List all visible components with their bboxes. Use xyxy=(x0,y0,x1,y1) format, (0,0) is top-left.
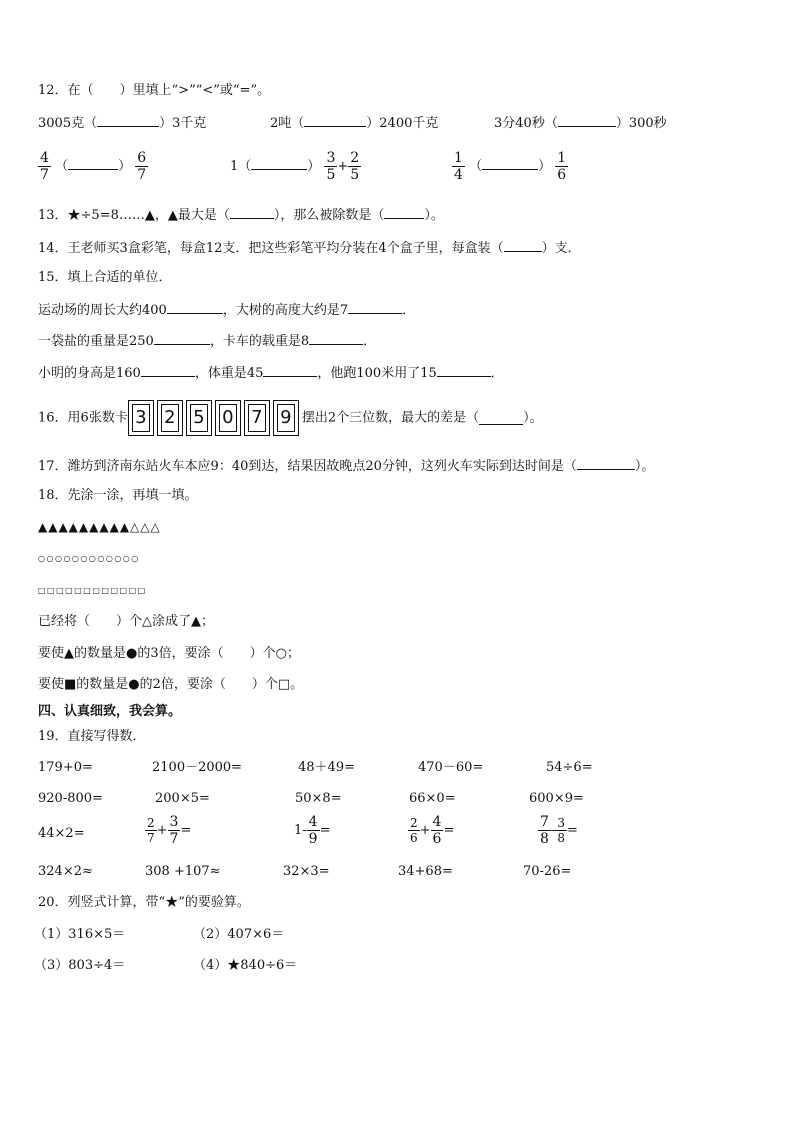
calc-item: 32×3= xyxy=(283,864,330,879)
calc-item: 44×2= xyxy=(38,826,85,841)
q18-c: 要使■的数量是●的2倍，要涂（ ）个□。 xyxy=(38,677,304,692)
q12-row2-b: 1（ ） $\frac{3}{5}$ + $\frac{2}{5}$ xyxy=(230,150,360,183)
answer-blank[interactable] xyxy=(230,206,274,219)
fraction: $\frac{4}{7}$ xyxy=(40,150,49,183)
q12-row2-a: $\frac{4}{7}$ （ ） $\frac{6}{7}$ xyxy=(40,150,147,183)
answer-blank[interactable] xyxy=(577,457,635,470)
calc-item-fraction: 1- $\frac{4}{9}$ = xyxy=(294,814,331,847)
fraction: $\frac{1}{6}$ xyxy=(557,150,567,183)
q16: 16．用6张数卡 3 2 5 0 7 9 摆出2个三位数，最大的差是（ ）。 xyxy=(38,400,543,437)
answer-blank[interactable] xyxy=(154,332,210,345)
number-card: 3 xyxy=(128,400,154,436)
q19-title: 19．直接写得数． xyxy=(38,729,146,744)
calc-item: 470－60= xyxy=(418,760,484,775)
q12-title: 12．在（ ）里填上“>”“<”或“=”。 xyxy=(38,83,271,98)
triangle-row[interactable]: ▲▲▲▲▲▲▲▲▲△△△ xyxy=(38,520,161,534)
answer-blank[interactable] xyxy=(97,114,159,127)
calc-item: 2100－2000= xyxy=(152,760,243,775)
number-card: 5 xyxy=(186,400,212,436)
answer-blank[interactable] xyxy=(263,364,317,377)
answer-blank[interactable] xyxy=(384,206,424,219)
number-card: 7 xyxy=(244,400,270,436)
section-heading: 四、认真细致，我会算。 xyxy=(38,704,182,719)
answer-blank[interactable] xyxy=(167,301,223,314)
q14: 14．王老师买3盒彩笔，每盒12支．把这些彩笔平均分装在4个盒子里，每盒装（ ）支． xyxy=(38,241,581,256)
calc-item: 920-800= xyxy=(38,791,103,806)
q12-row1-b: 2吨（ ）2400千克 xyxy=(270,116,439,131)
answer-blank[interactable] xyxy=(309,332,363,345)
circle-row[interactable]: ○○○○○○○○○○○○ xyxy=(38,554,140,563)
q12-row1-a: 3005克（ ）3千克 xyxy=(38,116,207,131)
q18-title: 18．先涂一涂，再填一填。 xyxy=(38,488,198,503)
answer-blank[interactable] xyxy=(251,157,307,170)
number-card: 2 xyxy=(157,400,183,436)
answer-blank[interactable] xyxy=(141,364,195,377)
square-row[interactable]: □□□□□□□□□□□□ xyxy=(38,586,147,595)
q20-item-2: （2）407×6＝ xyxy=(193,927,285,942)
number-cards xyxy=(128,400,302,437)
calc-item-fraction: $\frac{7}{8}$ - $\frac{3}{8}$ = xyxy=(540,814,578,847)
calc-item-fraction: $\frac{2}{7}$ + $\frac{3}{7}$ = xyxy=(147,814,192,847)
calc-item: 34+68= xyxy=(398,864,453,879)
answer-blank[interactable] xyxy=(304,114,366,127)
q18-b: 要使▲的数量是●的3倍，要涂（ ）个○； xyxy=(38,646,300,661)
answer-blank[interactable] xyxy=(504,239,542,252)
calc-item: 308 +107≈ xyxy=(145,864,221,879)
number-card: 9 xyxy=(273,400,299,436)
calc-item: 66×0= xyxy=(409,791,456,806)
fraction: $\frac{1}{4}$ xyxy=(454,150,463,183)
calc-item: 50×8= xyxy=(295,791,342,806)
q20-title: 20．列竖式计算，带“★”的要验算。 xyxy=(38,895,250,910)
q15-line1: 运动场的周长大约400 ，大树的高度大约是7 ． xyxy=(38,303,416,318)
answer-blank[interactable] xyxy=(348,301,402,314)
fraction: $\frac{2}{5}$ xyxy=(350,150,360,183)
calc-item: 600×9= xyxy=(529,791,584,806)
answer-blank[interactable] xyxy=(68,157,118,170)
calc-item: 324×2≈ xyxy=(38,864,93,879)
answer-blank[interactable] xyxy=(558,114,616,127)
q20-item-4: （4）★840÷6＝ xyxy=(193,958,298,973)
q15-line3: 小明的身高是160 ，体重是45 ，他跑100米用了15 ． xyxy=(38,366,504,381)
answer-blank[interactable] xyxy=(482,157,538,170)
calc-item: 54÷6= xyxy=(546,760,593,775)
q15-title: 15．填上合适的单位． xyxy=(38,270,172,285)
q18-a: 已经将（ ）个△涂成了▲； xyxy=(38,614,214,629)
q13: 13．★÷5=8……▲，▲最大是（ ），那么被除数是（ ）。 xyxy=(38,208,444,223)
fraction: $\frac{6}{7}$ xyxy=(137,150,147,183)
calc-item: 48＋49= xyxy=(298,760,355,775)
calc-item: 179+0= xyxy=(38,760,93,775)
q12-row2-c: $\frac{1}{4}$ （ ） $\frac{1}{6}$ xyxy=(454,150,567,183)
fraction: $\frac{3}{5}$ xyxy=(326,150,336,183)
calc-item: 70-26= xyxy=(523,864,572,879)
answer-blank[interactable] xyxy=(479,412,523,425)
q12-row1-c: 3分40秒（ ）300秒 xyxy=(494,116,667,131)
q20-item-3: （3）803÷4＝ xyxy=(34,958,126,973)
q17: 17．潍坊到济南东站火车本应9：40到达，结果因故晚点20分钟，这列火车实际到达时间是（ ）。 xyxy=(38,459,655,474)
calc-item-fraction: $\frac{2}{6}$ + $\frac{4}{6}$ = xyxy=(410,814,455,847)
q15-line2: 一袋盐的重量是250 ，卡车的载重是8 ． xyxy=(38,334,377,349)
answer-blank[interactable] xyxy=(437,364,491,377)
number-card: 0 xyxy=(215,400,241,436)
calc-item: 200×5= xyxy=(155,791,210,806)
q20-item-1: （1）316×5＝ xyxy=(34,927,126,942)
